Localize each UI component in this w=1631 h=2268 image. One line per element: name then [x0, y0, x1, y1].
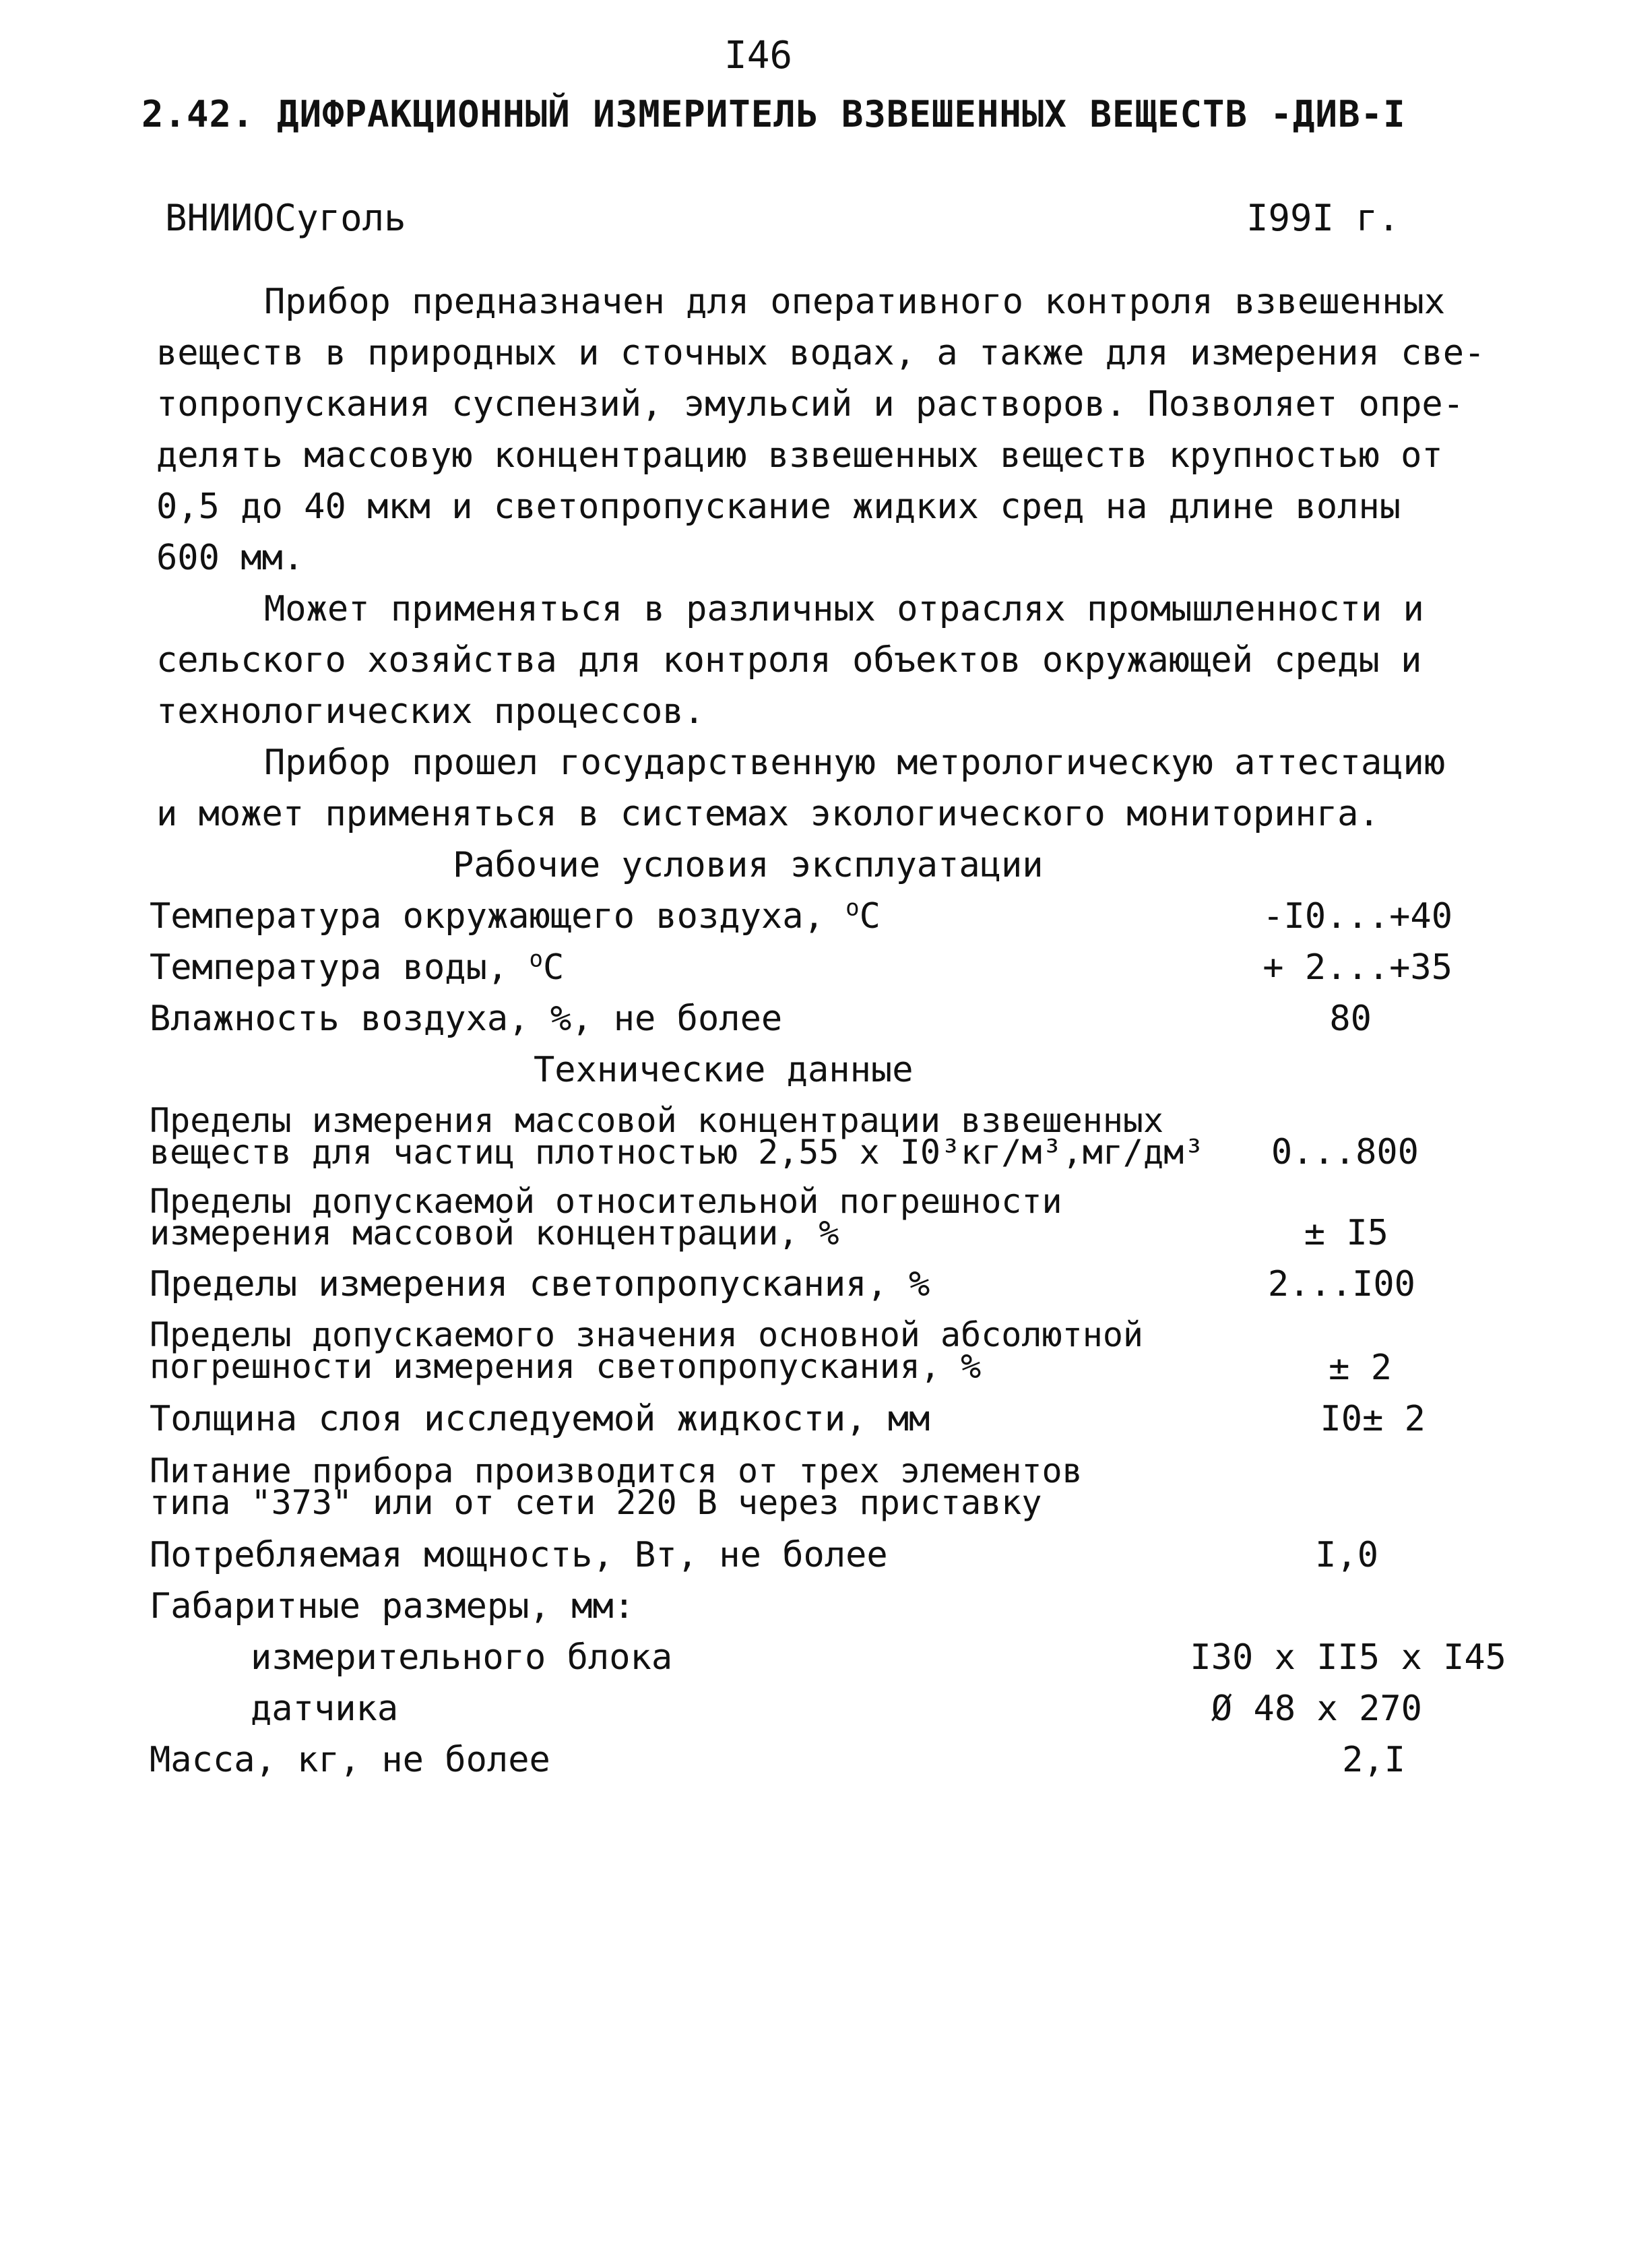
condition-value: + 2...+35 [1262, 947, 1452, 988]
tech-value: ± 2 [1329, 1348, 1392, 1388]
condition-value: -I0...+40 [1262, 896, 1452, 937]
tech-value: I30 x II5 x I45 [1190, 1637, 1506, 1678]
paragraph-line: сельского хозяйства для контроля объектов окружающей среды и [156, 640, 1422, 681]
paragraph-line: веществ в природных и сточных водах, а также для измерения све- [156, 333, 1485, 373]
tech-label: Пределы допускаемого значения основной абсолютной погрешности измерения светопропускания, % [150, 1315, 1144, 1386]
paragraph-line: 0,5 до 40 мкм и светопропускание жидких сред на длине волны [156, 486, 1401, 527]
document-title: 2.42. ДИФРАКЦИОННЫЙ ИЗМЕРИТЕЛЬ ВЗВЕШЕННЫХ ВЕЩЕСТВ -ДИВ-I [141, 93, 1406, 135]
paragraph-line: Может применяться в различных отраслях промышленности и [264, 589, 1424, 629]
tech-label: датчика [251, 1689, 399, 1729]
tech-label: измерительного блока [251, 1637, 673, 1678]
tech-label: Толщина слоя исследуемой жидкости, мм [150, 1399, 930, 1439]
tech-label: Питание прибора производится от трех элементов типа "373" или от сети 220 В через приставку [150, 1451, 1083, 1522]
tech-value: 0...800 [1271, 1132, 1419, 1172]
organization: ВНИИОСуголь [165, 197, 406, 239]
paragraph-line: 600 мм. [156, 538, 305, 578]
tech-value: ± I5 [1304, 1213, 1388, 1253]
tech-label: Пределы измерения светопропускания, % [150, 1264, 930, 1304]
tech-label: Потребляемая мощность, Вт, не более [150, 1535, 888, 1575]
tech-value: I,0 [1315, 1535, 1378, 1575]
paragraph-line: Прибор предназначен для оперативного контроля взвешенных [264, 282, 1446, 322]
tech-label: Пределы допускаемой относительной погрешности измерения массовой концентрации, % [150, 1182, 1062, 1253]
conditions-heading: Рабочие условия эксплуатации [453, 845, 1044, 885]
paragraph-line: Прибор прошел государственную метрологическую аттестацию [264, 743, 1446, 783]
tech-value: I0± 2 [1320, 1399, 1426, 1439]
condition-label: Влажность воздуха, %, не более [150, 999, 783, 1039]
tech-label: Пределы измерения массовой концентрации взвешенных веществ для частиц плотностью 2,55 х I0³кг/м³,мг/дм³ [150, 1101, 1205, 1172]
condition-value: 80 [1329, 999, 1372, 1039]
technical-heading: Технические данные [534, 1050, 914, 1090]
tech-value: Ø 48 x 270 [1211, 1689, 1422, 1729]
tech-value: 2...I00 [1267, 1264, 1415, 1304]
paragraph-line: технологических процессов. [156, 691, 705, 732]
tech-label: Габаритные размеры, мм: [150, 1586, 635, 1627]
paragraph-line: топропускания суспензий, эмульсий и растворов. Позволяет опре- [156, 384, 1465, 424]
paragraph-line: делять массовую концентрацию взвешенных веществ крупностью от [156, 435, 1443, 476]
tech-label: Масса, кг, не более [150, 1740, 550, 1780]
paragraph-line: и может применяться в системах экологического мониторинга. [156, 794, 1380, 834]
year: I99I г. [1246, 197, 1400, 239]
condition-label: Температура воды, $^o$С [150, 945, 565, 988]
tech-value: 2,I [1342, 1740, 1405, 1780]
condition-label: Температура окружающего воздуха, $^o$С [150, 894, 881, 937]
page-number: I46 [724, 34, 793, 77]
